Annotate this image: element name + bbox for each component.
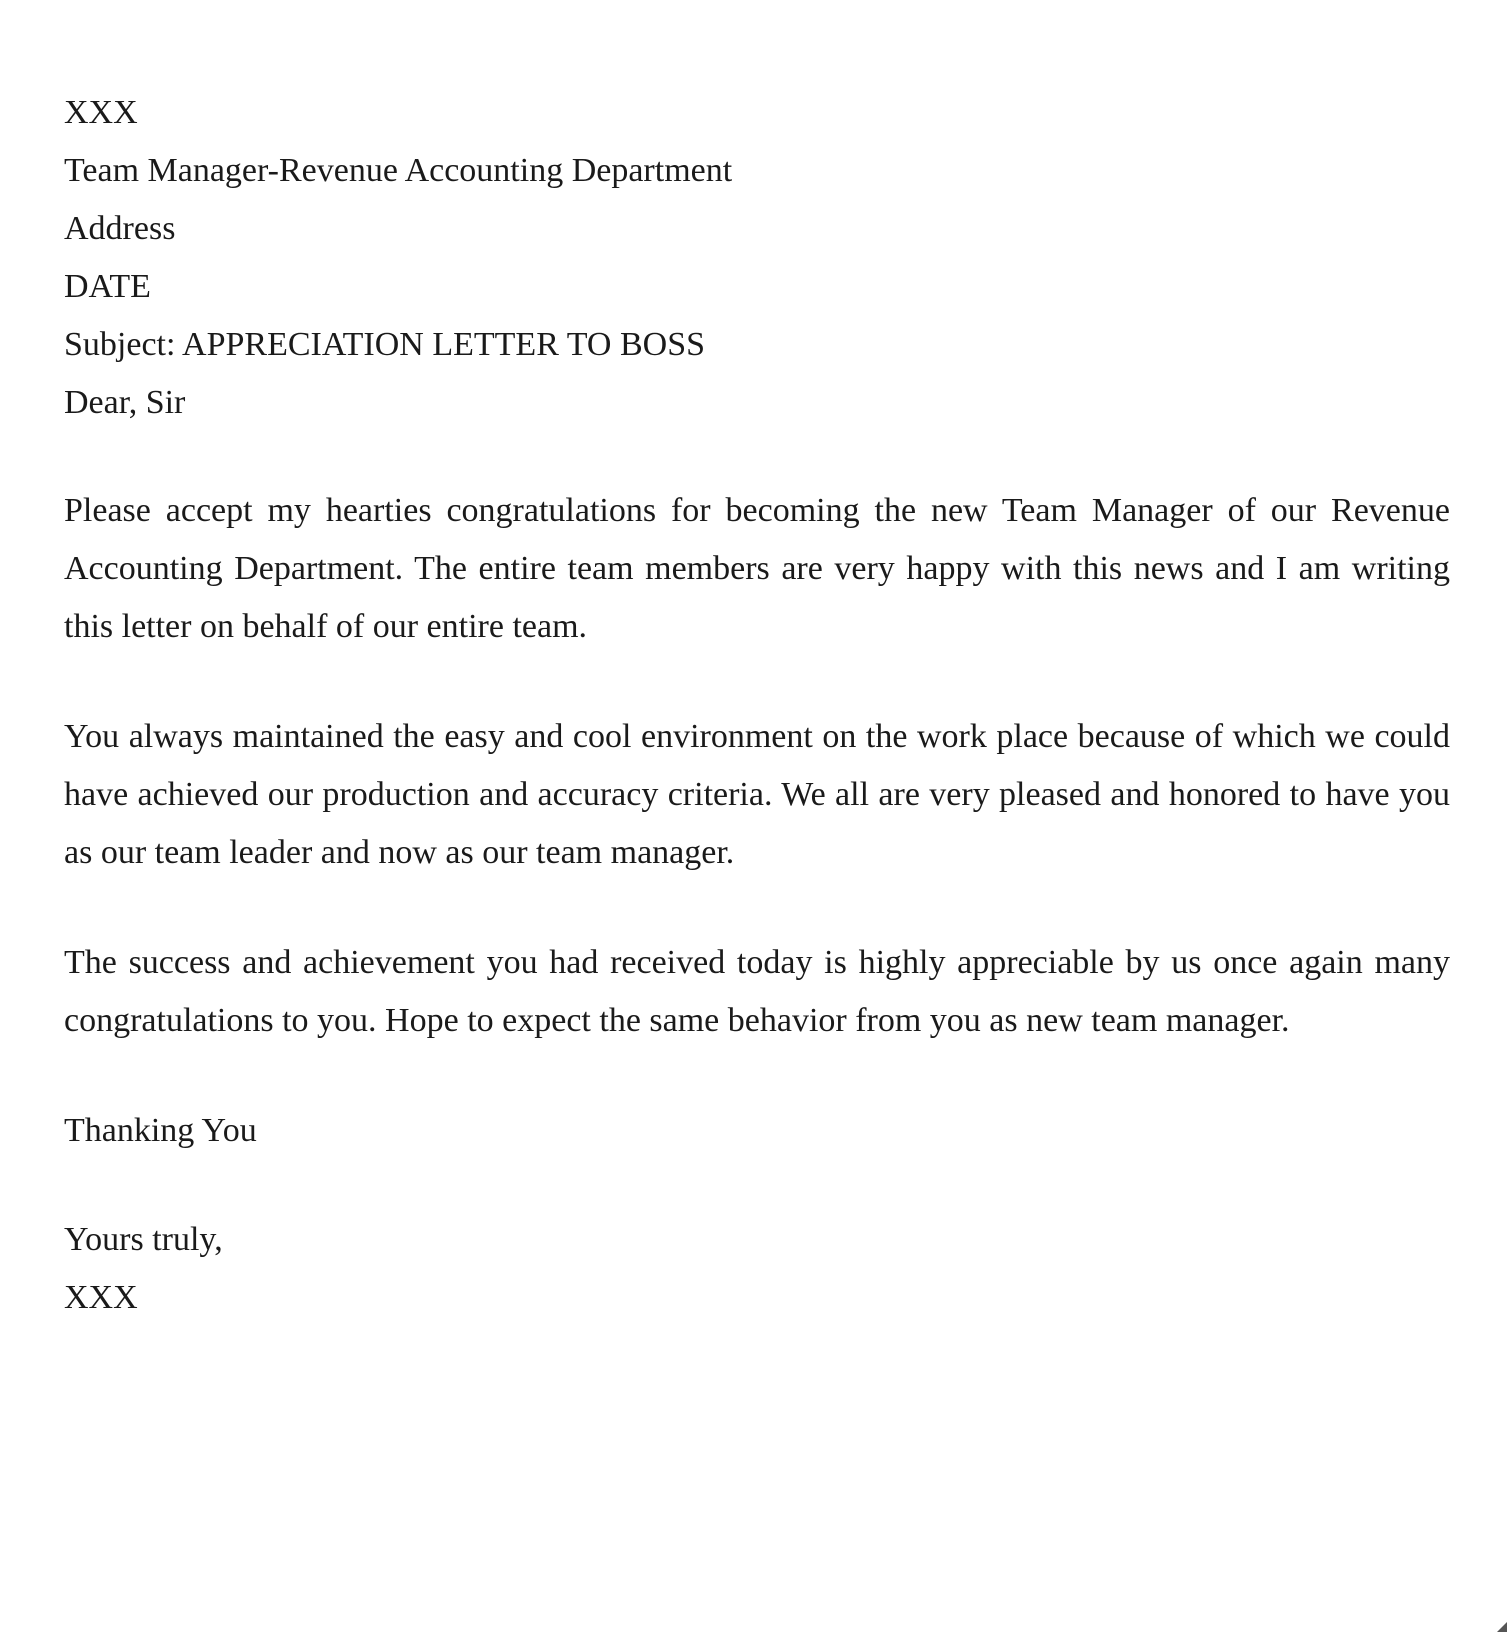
spacer <box>64 882 1450 934</box>
recipient-title: Team Manager-Revenue Accounting Department <box>64 152 733 189</box>
thanks-line: Thanking You <box>64 1112 257 1149</box>
paragraph-congratulations: Please accept my hearties congratulations for becoming the new Team Manager of our Revenue Accounting Department. The entire team members are very happy with this news and I am writing this letter on behalf of our entire team. <box>64 492 1450 645</box>
closing-line: Yours truly, <box>64 1221 223 1258</box>
paragraph-success: The success and achievement you had received today is highly appreciable by us once again many congratulations to you. Hope to expect the same behavior from you as new team manager. <box>64 944 1450 1039</box>
subject-line: Subject: APPRECIATION LETTER TO BOSS <box>64 326 706 363</box>
date-line: DATE <box>64 268 151 305</box>
spacer <box>64 1160 1450 1211</box>
corner-fold-mark <box>1497 1622 1507 1632</box>
paragraph-environment: You always maintained the easy and cool environment on the work place because of which we could have achieved our production and accuracy criteria. We all are very pleased and honored to have you as our team leader and now as our team manager. <box>64 718 1450 871</box>
letter-body <box>64 84 1450 1327</box>
salutation: Dear, Sir <box>64 384 186 421</box>
signature-name: XXX <box>64 1279 138 1316</box>
address-line: Address <box>64 210 176 247</box>
spacer <box>64 1050 1450 1102</box>
spacer <box>64 656 1450 708</box>
spacer <box>64 432 1450 482</box>
sender-name: XXX <box>64 94 138 131</box>
